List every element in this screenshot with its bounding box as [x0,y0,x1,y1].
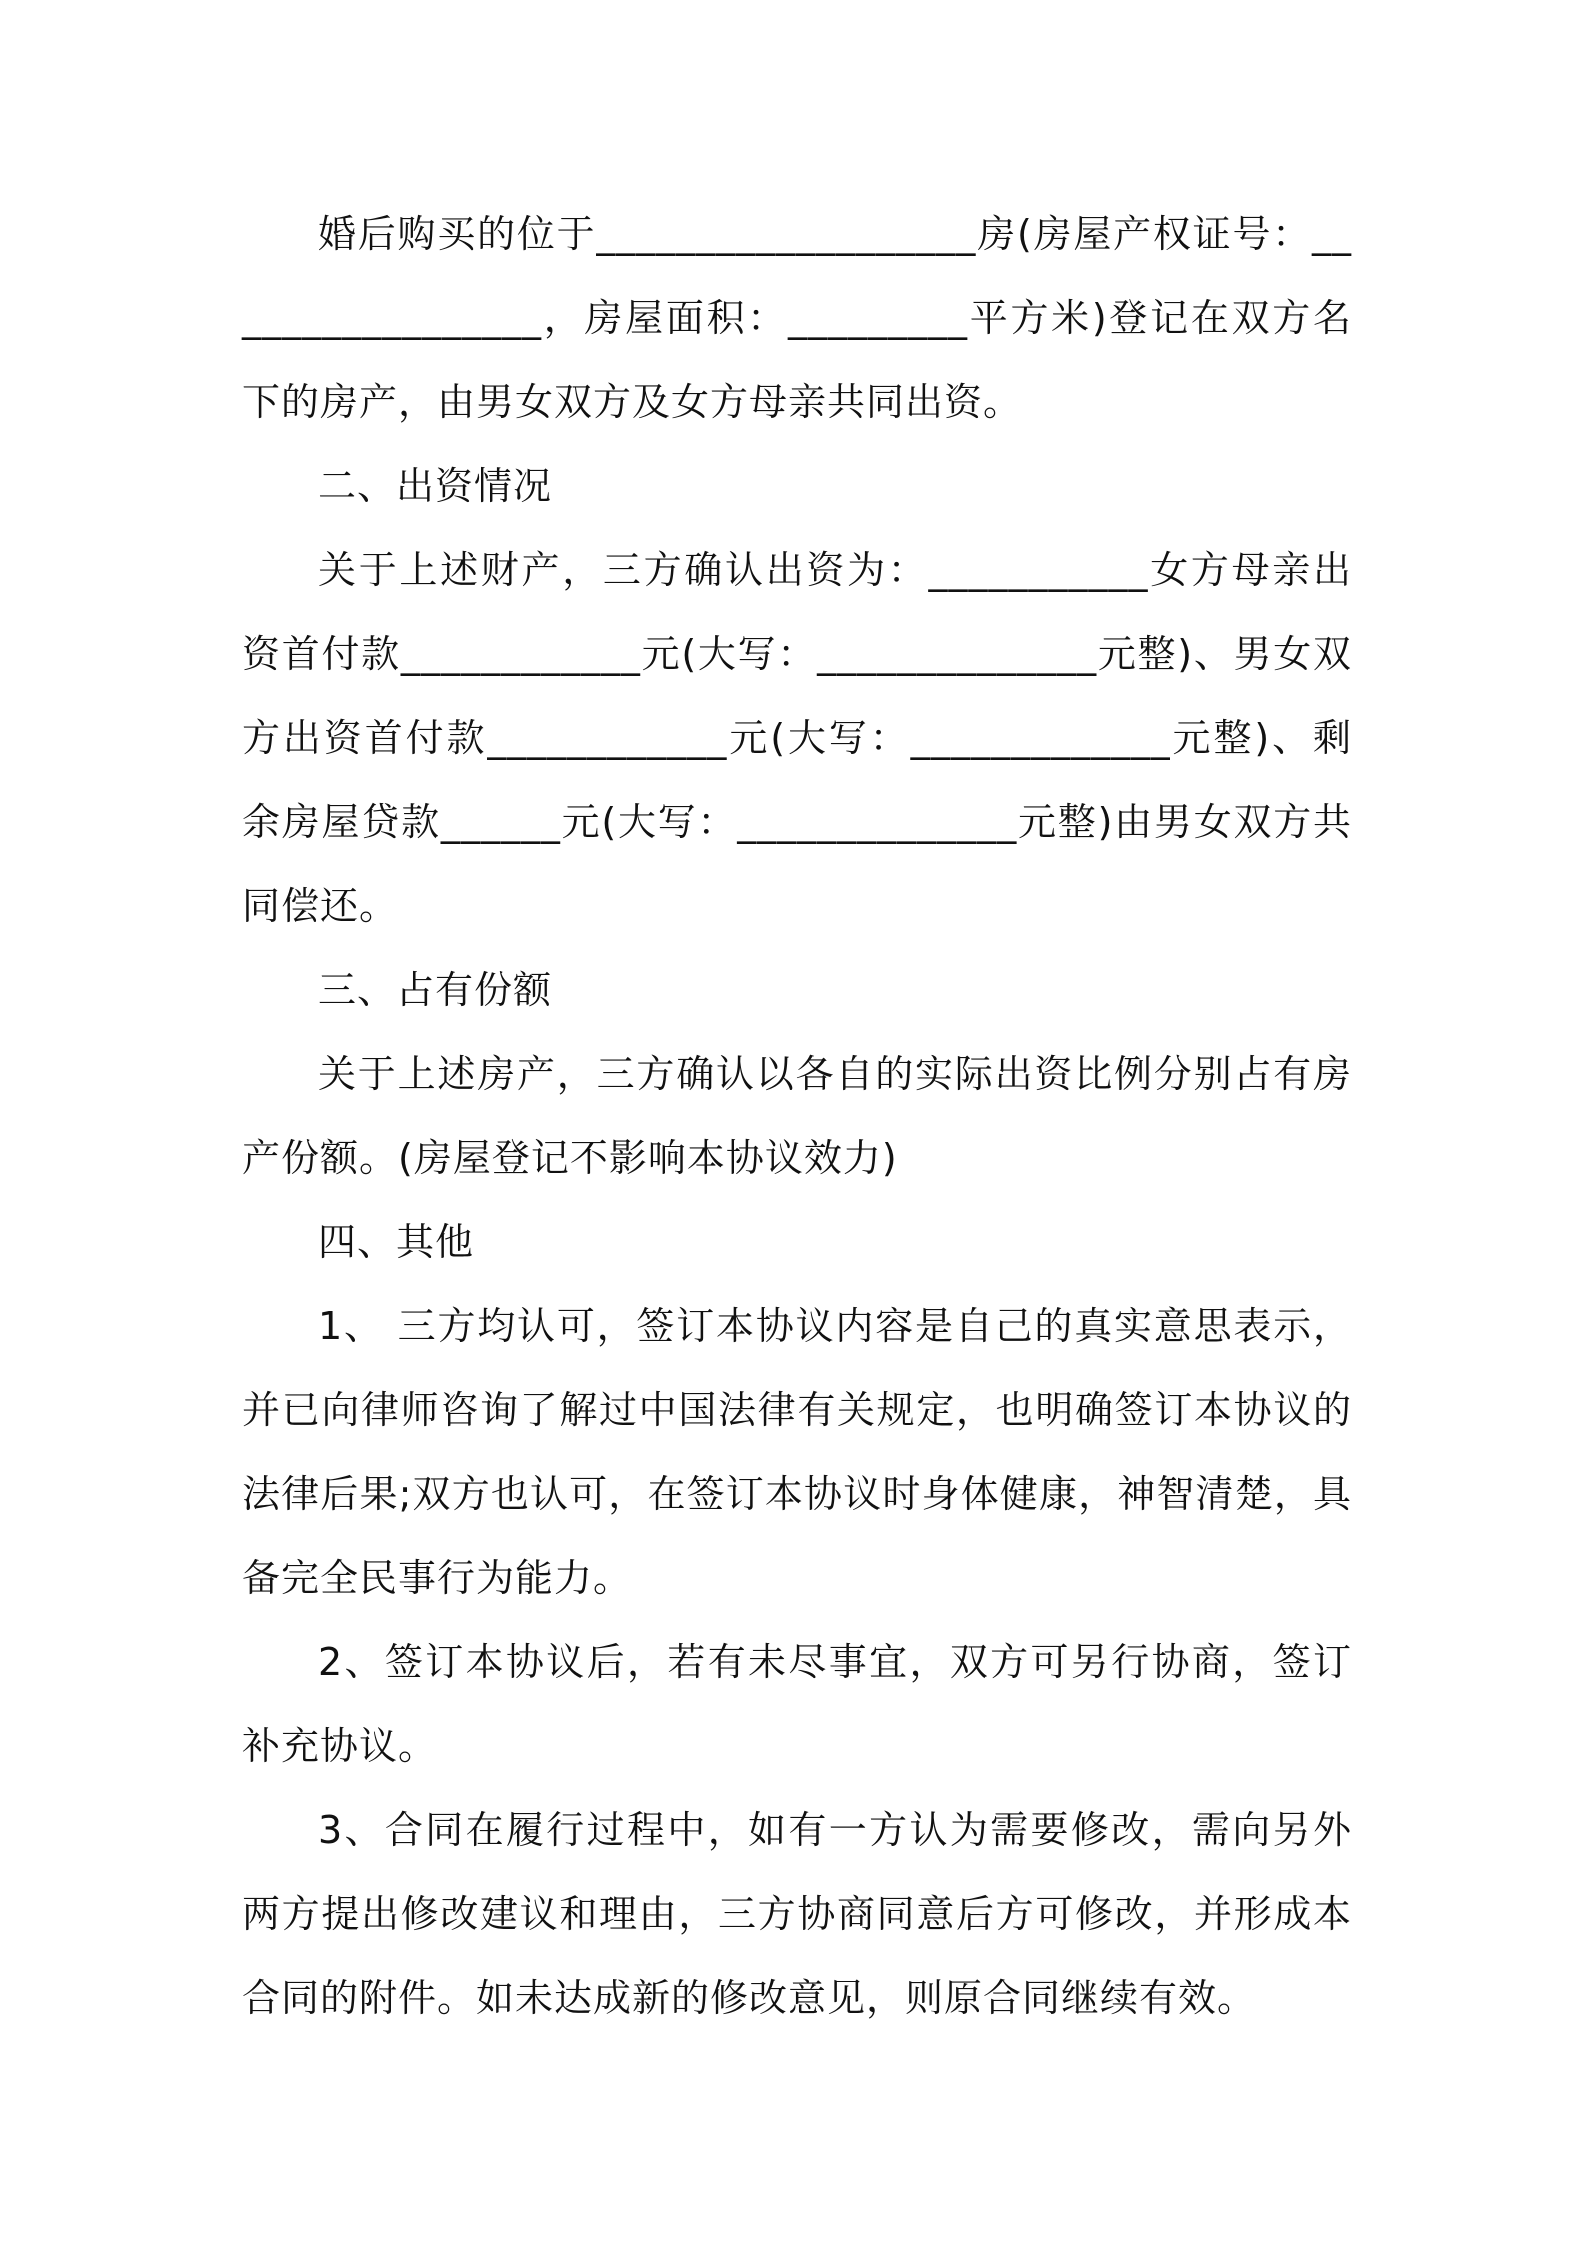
paragraph-contribution-details: 关于上述财产，三方确认出资为：___________女方母亲出资首付款____________元(大写：______________元整)、男女双方出资首付款____________元(大写：_____________元整)、剩余房屋贷款______元(大写：______________元整)由男女双方共同偿还。 [242,548,1352,928]
section-heading-share: 三、占有份额 [318,968,553,1012]
paragraph-share-details: 关于上述房产，三方确认以各自的实际出资比例分别占有房产份额。(房屋登记不影响本协议效力) [242,1052,1352,1180]
paragraph-other-item-2: 2、签订本协议后，若有未尽事宜，双方可另行协商，签订补充协议。 [242,1640,1352,1768]
paragraph-other-item-3: 3、合同在履行过程中，如有一方认为需要修改，需向另外两方提出修改建议和理由，三方协商同意后方可修改，并形成本合同的附件。如未达成新的修改意见，则原合同继续有效。 [242,1808,1352,2020]
paragraph-other-item-1: 1、 三方均认可，签订本协议内容是自己的真实意思表示，并已向律师咨询了解过中国法律有关规定，也明确签订本协议的法律后果;双方也认可，在签订本协议时身体健康，神智清楚，具备完全民事行为能力。 [242,1304,1352,1600]
section-heading-contribution: 二、出资情况 [318,464,553,508]
section-heading-other: 四、其他 [318,1220,475,1264]
document-body [242,192,1352,2040]
paragraph-property-description: 婚后购买的位于___________________房(房屋产权证号：_________________，房屋面积：_________平方米)登记在双方名下的房产，由男女双方及女方母亲共同出资。 [242,212,1352,424]
